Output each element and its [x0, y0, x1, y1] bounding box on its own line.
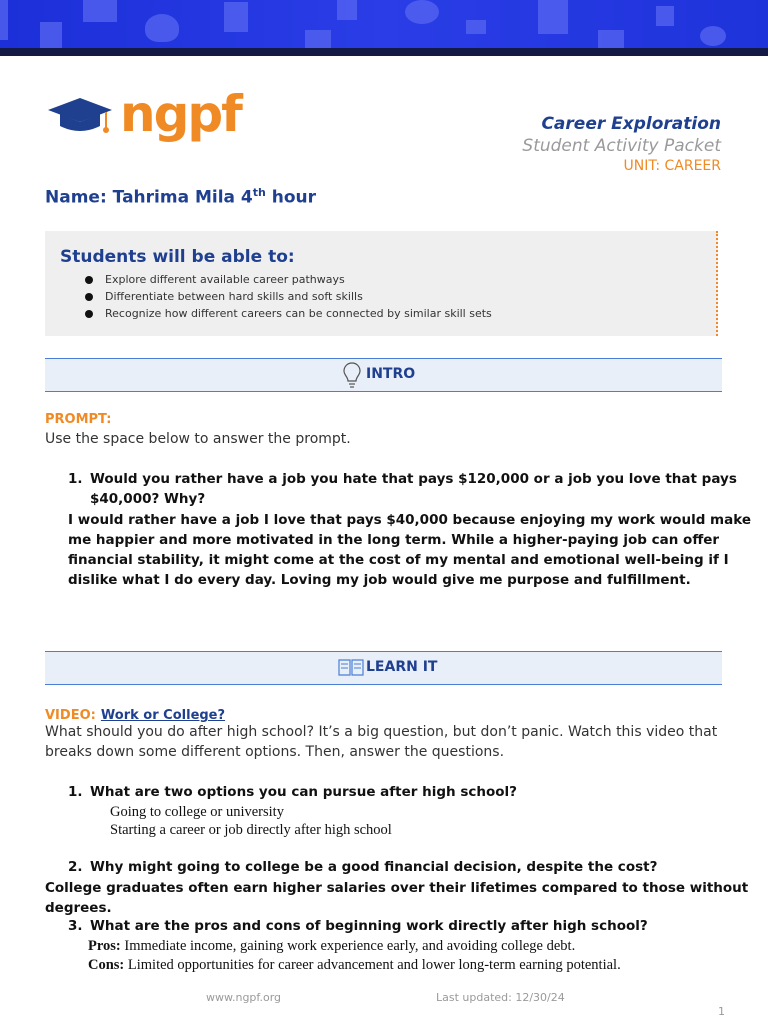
intro-question-line1: Would you rather have a job you hate that pays $120,000 or a job you love that pays — [90, 471, 737, 487]
unit-label: UNIT: CAREER — [623, 158, 721, 174]
video-instructions-line2: breaks down some different options. Then, answer the questions. — [45, 744, 505, 760]
objectives-box — [45, 231, 718, 336]
intro-answer-line: me happier and more motivated in the long term. While a higher-paying job can offer — [68, 532, 720, 548]
learn-q2-number: 2. — [68, 859, 83, 875]
objective-item: Recognize how different careers can be connected by similar skill sets — [85, 305, 492, 322]
logo-wordmark: ngpf — [120, 85, 241, 143]
cons-text: Limited opportunities for career advancement and lower long-term earning potential. — [124, 957, 621, 973]
prompt-instructions: Use the space below to answer the prompt. — [45, 431, 351, 447]
video-line — [45, 704, 225, 723]
learn-q3-number: 3. — [68, 918, 83, 934]
learn-section-header — [45, 651, 722, 685]
objective-item: Explore different available career pathways — [85, 271, 492, 288]
lightbulb-icon — [343, 361, 361, 389]
document-icon — [224, 2, 248, 32]
student-name-sup: th — [252, 186, 266, 199]
decorative-shape — [0, 0, 8, 40]
learn-q1-number: 1. — [68, 784, 83, 800]
learn-q2-text: Why might going to college be a good financial decision, despite the cost? — [90, 859, 658, 875]
learn-q2-answer-line: College graduates often earn higher salaries over their lifetimes compared to those without — [45, 880, 749, 896]
calculator-icon — [538, 0, 568, 34]
header-banner — [0, 0, 768, 48]
learn-q1-text: What are two options you can pursue after high school? — [90, 784, 517, 800]
intro-question-number: 1. — [68, 471, 83, 487]
video-link[interactable]: Work or College? — [100, 708, 226, 723]
footer-site: www.ngpf.org — [206, 991, 282, 1004]
learn-q3-text: What are the pros and cons of beginning work directly after high school? — [90, 918, 648, 934]
piggy-bank-icon — [145, 14, 179, 42]
intro-section-header — [45, 358, 722, 392]
learn-q1-answer[interactable]: Starting a career or job directly after high school — [110, 822, 392, 838]
student-name — [45, 186, 316, 208]
intro-answer[interactable] — [68, 510, 751, 590]
student-name-text: Name: Tahrima Mila 4 — [45, 187, 253, 208]
document-icon — [40, 22, 62, 48]
student-name-suffix: hour — [265, 187, 317, 208]
folder-icon — [466, 20, 486, 34]
learn-label: LEARN IT — [366, 659, 438, 675]
objectives-title: Students will be able to: — [60, 247, 295, 267]
learn-q3-cons[interactable] — [88, 957, 621, 974]
learn-q3-pros[interactable] — [88, 938, 575, 955]
video-instructions-line1: What should you do after high school? It’s a big question, but don’t panic. Watch this video that — [45, 724, 718, 740]
pros-text: Immediate income, gaining work experience early, and avoiding college debt. — [120, 938, 576, 954]
intro-question-line2: $40,000? Why? — [90, 491, 206, 507]
learn-q1-answer[interactable]: Going to college or university — [110, 804, 284, 820]
intro-answer-line: financial stability, it might come at the cost of my mental and emotional well-being if I — [68, 552, 729, 568]
intro-answer-line: I would rather have a job I love that pays $40,000 because enjoying my work would make — [68, 512, 752, 528]
calculator-icon — [656, 6, 674, 26]
learn-q2-answer-line: degrees. — [45, 900, 112, 916]
course-subtitle: Student Activity Packet — [522, 136, 721, 156]
learn-q2-answer[interactable] — [45, 878, 748, 918]
calculator-icon — [337, 0, 357, 20]
cons-label: Cons: — [88, 957, 125, 973]
prompt-label: PROMPT: — [45, 412, 112, 427]
pros-label: Pros: — [88, 938, 121, 954]
folder-icon — [598, 30, 624, 48]
open-book-icon — [337, 657, 365, 677]
course-title: Career Exploration — [541, 114, 721, 134]
piggy-bank-icon — [405, 0, 439, 24]
folder-icon — [305, 30, 331, 48]
objectives-list — [85, 271, 492, 322]
piggy-bank-icon — [700, 26, 726, 46]
footer-updated: Last updated: 12/30/24 — [436, 991, 565, 1004]
page-number: 1 — [718, 1005, 725, 1018]
banner-divider — [0, 48, 768, 56]
video-label: VIDEO: — [45, 708, 96, 723]
objective-item: Differentiate between hard skills and soft skills — [85, 288, 492, 305]
intro-label: INTRO — [366, 366, 416, 382]
intro-answer-line: dislike what I do every day. Loving my job would give me purpose and fulfillment. — [68, 572, 691, 588]
folder-icon — [83, 0, 117, 22]
